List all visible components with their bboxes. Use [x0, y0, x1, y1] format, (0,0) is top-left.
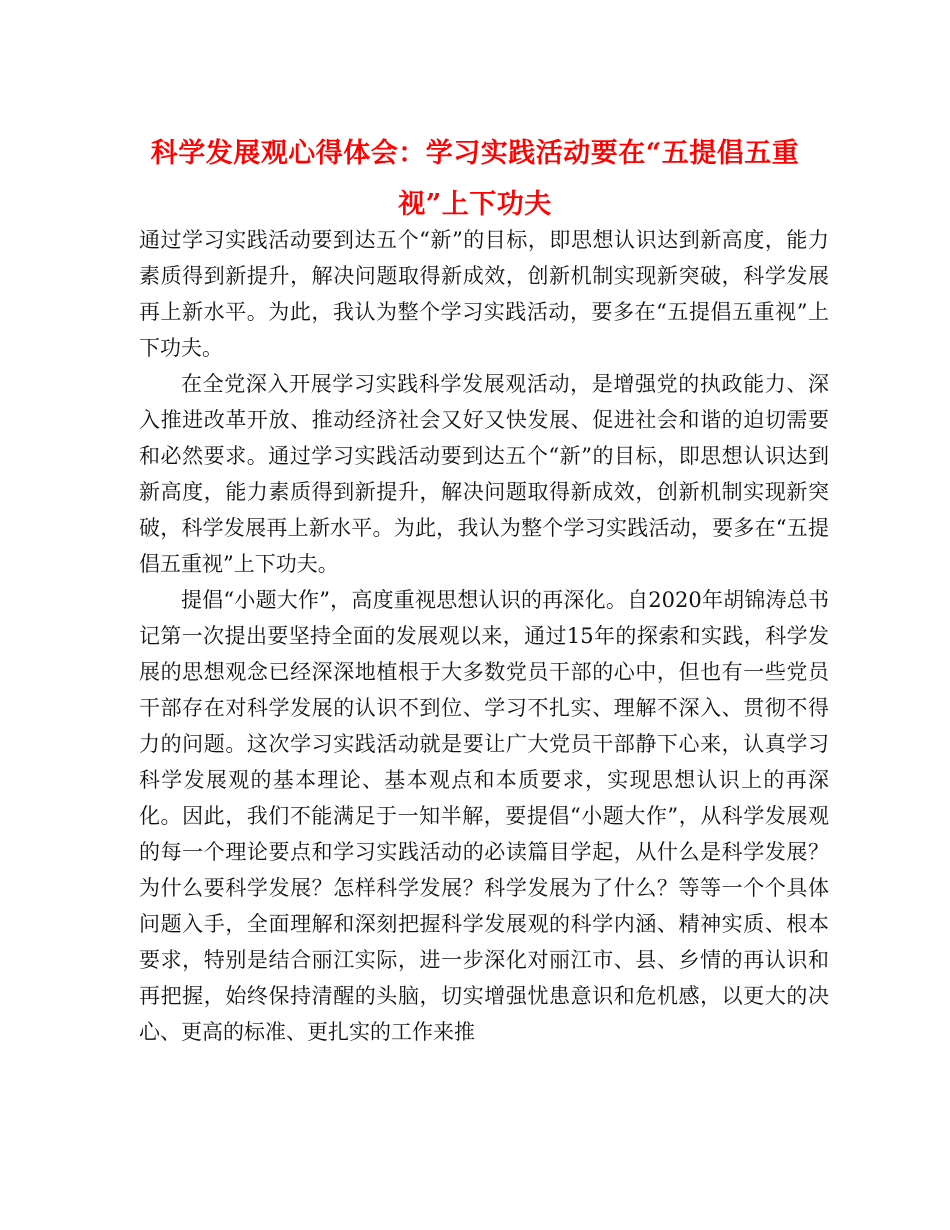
paragraph-first-point: 提倡“小题大作”，高度重视思想认识的再深化。自2020年胡锦涛总书记第一次提出要坚持全面的发展观以来，通过15年的探索和实践，科学发展的思想观念已经深深地植根于大多数党员干部的心中，但也有一些党员干部存在对科学发展的认识不到位、学习不扎实、理解不深入、贯彻不得力的问题。这次学习实践活动就是要让广大党员干部静下心来，认真学习科学发展观的基本理论、基本观点和本质要求，实现思想认识上的再深化。因此，我们不能满足于一知半解，要提倡“小题大作”，从科学发展观的每一个理论要点和学习实践活动的必读篇目学起，从什么是科学发展？为什么要科学发展？怎样科学发展？科学发展为了什么？等等一个个具体问题入手，全面理解和深刻把握科学发展观的科学内涵、精神实质、根本要求，特别是结合丽江实际，进一步深化对丽江市、县、乡情的再认识和再把握，始终保持清醒的头脑，切实增强忧患意识和危机感，以更大的决心、更高的标准、更扎实的工作来推	[139, 588, 829, 1044]
paragraph-background: 在全党深入开展学习实践科学发展观活动，是增强党的执政能力、深入推进改革开放、推动经济社会又好又快发展、促进社会和谐的迫切需要和必然要求。通过学习实践活动要到达五个“新”的目标，即思想认识达到新高度，能力素质得到新提升，解决问题取得新成效，创新机制实现新突破，科学发展再上新水平。为此，我认为整个学习实践活动，要多在“五提倡五重视”上下功夫。	[139, 372, 829, 576]
document-title: 科学发展观心得体会：学习实践活动要在“五提倡五重视”上下功夫	[150, 138, 800, 220]
paragraph-intro: 通过学习实践活动要到达五个“新”的目标，即思想认识达到新高度，能力素质得到新提升，解决问题取得新成效，创新机制实现新突破，科学发展再上新水平。为此，我认为整个学习实践活动，要多在“五提倡五重视”上下功夫。	[139, 228, 829, 360]
document-body	[139, 222, 829, 1050]
